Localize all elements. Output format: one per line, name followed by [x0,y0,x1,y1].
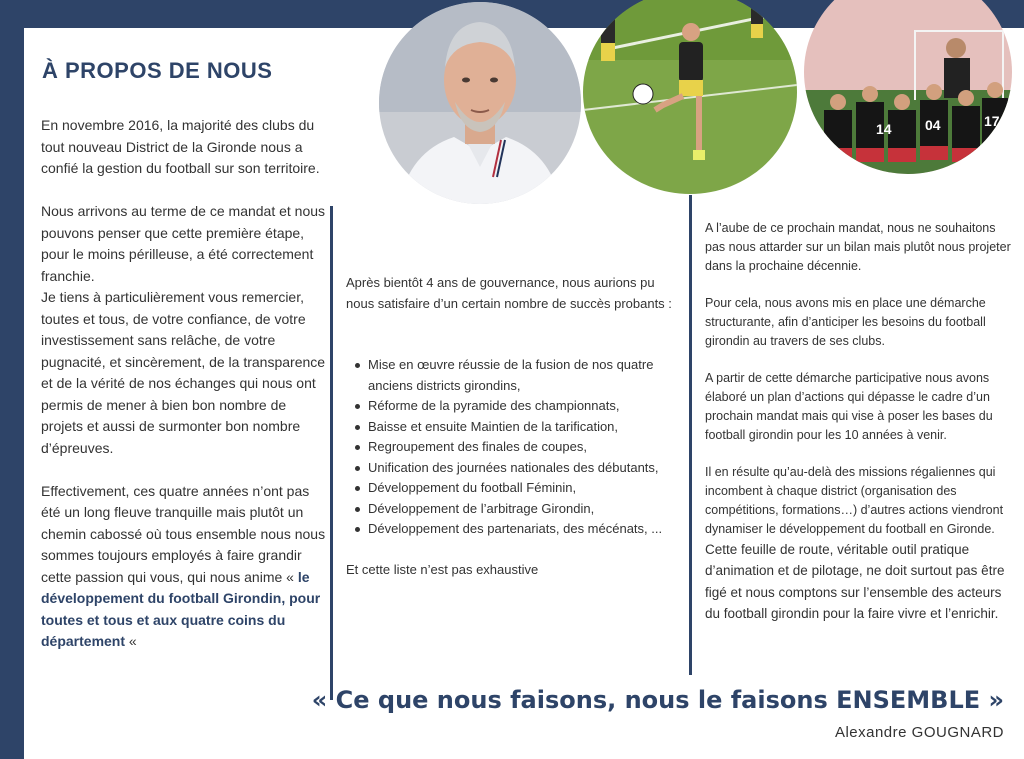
left-paragraph: Je tiens à particulièrement vous remercier, toutes et tous, de votre confiance, de votre investissement sans relâche, de votre pugnacité, et sincèrement, de la transparence et de la vérité de nos échanges qui nous ont permis de mener à bien bon nombre de projets et aussi de surmonter bon nombre d’épreuves. [41,289,326,456]
jersey-number: 04 [925,117,941,133]
jersey-number: 17 [984,113,1000,129]
list-item: Mise en œuvre réussie de la fusion de nos quatre anciens districts girondins, [346,355,686,396]
success-list [346,355,686,540]
right-paragraph: A l’aube de ce prochain mandat, nous ne souhaitons pas nous attarder sur un bilan mais plutôt nous projeter dans la prochaine décennie. [705,221,1011,273]
list-item: Développement du football Féminin, [346,478,686,499]
list-item: Unification des journées nationales des débutants, [346,458,686,479]
right-paragraph: A partir de cette démarche participative nous avons élaboré un plan d’actions qui dépasse le cadre d’un prochain mandat mais qui vise à poser les bases du football girondin pour les 10 années à venir. [705,371,993,442]
left-column [41,115,326,653]
column-divider [330,206,333,700]
quote-author: Alexandre GOUGNARD [834,724,1004,741]
middle-outro: Et cette liste n’est pas exhaustive [346,561,539,577]
left-paragraph: En novembre 2016, la majorité des clubs du tout nouveau District de la Gironde nous a confié la gestion du football sur son territoire. [41,117,320,176]
list-item: Réforme de la pyramide des championnats, [346,396,686,417]
left-paragraph: Nous arrivons au terme de ce mandat et nous pouvons penser que cette première étape, pour le moins périlleuse, a été correctement franchie. [41,203,326,284]
list-item: Baisse et ensuite Maintien de la tarification, [346,417,686,438]
page-title: À PROPOS DE NOUS [42,58,273,83]
left-text: « [125,633,137,649]
jersey-number: 14 [876,121,892,137]
list-item: Regroupement des finales de coupes, [346,437,686,458]
left-bold-text: le développement du football Girondin, pour toutes et tous et aux quatre coins du département [41,568,321,649]
middle-intro: Après bientôt 4 ans de gouvernance, nous aurions pu nous satisfaire d’un certain nombre de succès probants : [346,275,672,311]
right-paragraph: Cette feuille de route, véritable outil pratique d’animation et de pilotage, ne doit surtout pas être figé et nous comptons sur l’ensemble des acteurs du football girondin pour la faire vivre et l’enrichir. [705,541,1005,622]
right-column [705,219,1015,625]
closing-quote: « Ce que nous faisons, nous le faisons ENSEMBLE » [311,686,1004,714]
portrait-photo [379,2,581,204]
right-paragraph: Il en résulte qu’au-delà des missions régaliennes qui incombent à chaque district (organisation des compétitions, formations…) d’autres actions viendront dynamiser le développement du football en Gironde. [705,465,1004,536]
list-item: Développement des partenariats, des mécénats, ... [346,519,686,540]
column-divider [689,195,692,675]
middle-column [346,273,686,580]
right-paragraph: Pour cela, nous avons mis en place une démarche structurante, afin d’anticiper les besoins du football girondin au travers de ses clubs. [705,296,986,348]
list-item: Développement de l’arbitrage Girondin, [346,499,686,520]
left-paragraph [41,481,326,653]
left-text: Effectivement, ces quatre années n’ont pas été un long fleuve tranquille mais plutôt un chemin cabossé où tous ensemble nous nous sommes toujours employés à faire grandir cette passion qui vous, qui nous anime « [41,482,326,585]
